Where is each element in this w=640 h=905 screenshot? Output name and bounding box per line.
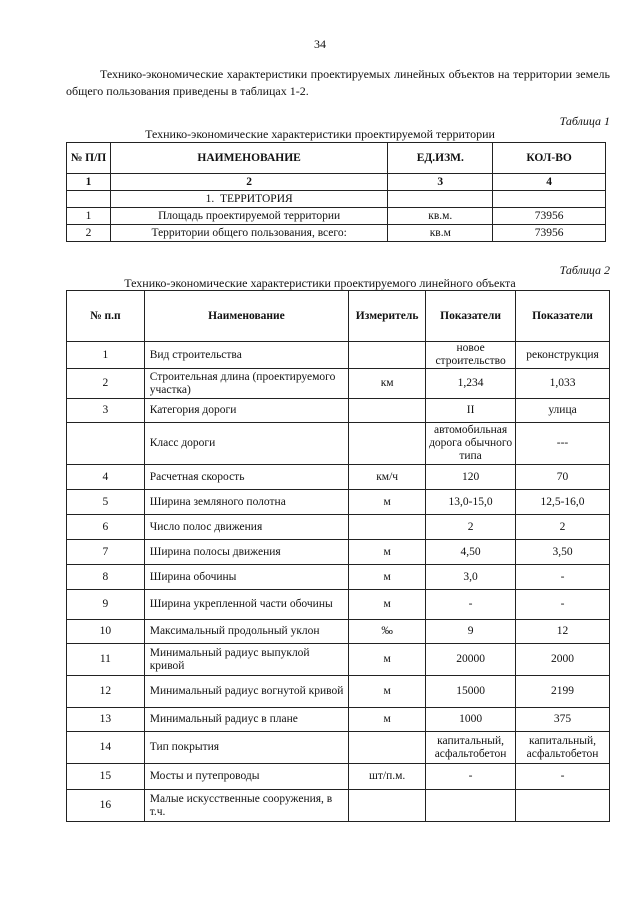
table2-header-num: № п.п: [67, 291, 145, 342]
row-name: Площадь проектируемой территории: [110, 208, 387, 225]
row-value1: 20000: [426, 644, 516, 676]
row-unit: м: [349, 490, 426, 515]
row-unit: кв.м.: [388, 208, 493, 225]
table2-title: Технико-экономические характеристики проектируемого линейного объекта: [124, 276, 516, 290]
row-value1: 15000: [426, 676, 516, 708]
row-value: 73956: [493, 225, 606, 242]
row-name: Ширина полосы движения: [144, 540, 348, 565]
row-value1: 1000: [426, 708, 516, 732]
row-value1: 1,234: [426, 369, 516, 399]
table-row: [67, 399, 610, 423]
row-num: 16: [67, 790, 145, 822]
row-value1: новое строительство: [426, 342, 516, 369]
row-num: 5: [67, 490, 145, 515]
table-row: [67, 423, 610, 465]
row-num: 6: [67, 515, 145, 540]
table-row: [67, 764, 610, 790]
row-name: Территории общего пользования, всего:: [110, 225, 387, 242]
table1: [66, 142, 606, 242]
row-unit: [349, 732, 426, 764]
table2-caption: Таблица 2: [559, 263, 610, 277]
row-name: Число полос движения: [144, 515, 348, 540]
row-unit: м: [349, 644, 426, 676]
row-value1: -: [426, 764, 516, 790]
row-value2: -: [516, 590, 610, 620]
row-value1: капитальный, асфальтобетон: [426, 732, 516, 764]
table-row: [67, 790, 610, 822]
table1-caption: Таблица 1: [559, 114, 610, 128]
row-num: 4: [67, 465, 145, 490]
row-num: [67, 423, 145, 465]
table1-colnum: 4: [493, 174, 606, 191]
table1-colnum: 2: [110, 174, 387, 191]
row-name: Ширина обочины: [144, 565, 348, 590]
row-name: Мосты и путепроводы: [144, 764, 348, 790]
table-row: [67, 590, 610, 620]
row-value1: -: [426, 590, 516, 620]
table1-title: Технико-экономические характеристики проектируемой территории: [145, 127, 495, 141]
table-row: [67, 465, 610, 490]
table1-header-num: № П/П: [67, 143, 111, 174]
row-num: 14: [67, 732, 145, 764]
row-num: 2: [67, 369, 145, 399]
table2-header-name: Наименование: [144, 291, 348, 342]
row-value2: -: [516, 764, 610, 790]
row-value2: 12: [516, 620, 610, 644]
row-name: Максимальный продольный уклон: [144, 620, 348, 644]
row-num: 8: [67, 565, 145, 590]
table-row: [67, 620, 610, 644]
row-name: Ширина укрепленной части обочины: [144, 590, 348, 620]
row-value2: 3,50: [516, 540, 610, 565]
table-row: [67, 565, 610, 590]
table-row: [67, 208, 606, 225]
row-unit: [349, 399, 426, 423]
row-unit: [349, 515, 426, 540]
row-name: Тип покрытия: [144, 732, 348, 764]
row-value2: -: [516, 565, 610, 590]
table-row: [67, 732, 610, 764]
row-name: Минимальный радиус вогнутой кривой: [144, 676, 348, 708]
row-value2: 375: [516, 708, 610, 732]
table2-header-value1: Показатели: [426, 291, 516, 342]
row-value2: улица: [516, 399, 610, 423]
table1-header-unit: ЕД.ИЗМ.: [388, 143, 493, 174]
row-unit: км/ч: [349, 465, 426, 490]
row-unit: м: [349, 708, 426, 732]
row-value2: 2000: [516, 644, 610, 676]
row-value2: 1,033: [516, 369, 610, 399]
row-num: 2: [67, 225, 111, 242]
table2-header-unit: Измеритель: [349, 291, 426, 342]
row-value: 73956: [493, 208, 606, 225]
row-num: 1: [67, 342, 145, 369]
row-unit: шт/п.м.: [349, 764, 426, 790]
row-value2: 2199: [516, 676, 610, 708]
page-number: 34: [314, 37, 326, 51]
row-value2: 70: [516, 465, 610, 490]
row-unit: м: [349, 565, 426, 590]
table1-section: [110, 191, 387, 208]
table2: [66, 290, 610, 822]
row-name: Минимальный радиус выпуклой кривой: [144, 644, 348, 676]
table1-colnum: 3: [388, 174, 493, 191]
table1-colnum: 1: [67, 174, 111, 191]
row-num: 15: [67, 764, 145, 790]
table-row: [67, 515, 610, 540]
row-name: Вид строительства: [144, 342, 348, 369]
row-name: Минимальный радиус в плане: [144, 708, 348, 732]
row-value1: 120: [426, 465, 516, 490]
row-value1: II: [426, 399, 516, 423]
table-row: [67, 369, 610, 399]
row-name: Ширина земляного полотна: [144, 490, 348, 515]
row-num: 11: [67, 644, 145, 676]
row-value2: ---: [516, 423, 610, 465]
row-unit: [349, 342, 426, 369]
table1-header-value: КОЛ-ВО: [493, 143, 606, 174]
row-unit: кв.м: [388, 225, 493, 242]
row-unit: км: [349, 369, 426, 399]
table-row: [67, 225, 606, 242]
row-name: Малые искусственные сооружения, в т.ч.: [144, 790, 348, 822]
table1-header-name: НАИМЕНОВАНИЕ: [110, 143, 387, 174]
row-unit: м: [349, 676, 426, 708]
row-num: 1: [67, 208, 111, 225]
row-value1: 3,0: [426, 565, 516, 590]
row-num: 10: [67, 620, 145, 644]
table1-section-label: ТЕРРИТОРИЯ: [219, 192, 293, 205]
table-row: [67, 708, 610, 732]
row-unit: ‰: [349, 620, 426, 644]
table-row: [67, 676, 610, 708]
row-unit: [349, 423, 426, 465]
row-value2: реконструкция: [516, 342, 610, 369]
row-name: Класс дороги: [144, 423, 348, 465]
row-value1: автомобильная дорога обычного типа: [426, 423, 516, 465]
row-value2: 12,5-16,0: [516, 490, 610, 515]
row-name: Расчетная скорость: [144, 465, 348, 490]
row-unit: м: [349, 590, 426, 620]
row-num: 9: [67, 590, 145, 620]
row-value2: [516, 790, 610, 822]
row-num: 3: [67, 399, 145, 423]
row-num: 13: [67, 708, 145, 732]
row-value1: 9: [426, 620, 516, 644]
row-name: Строительная длина (проектируемого участка): [144, 369, 348, 399]
table-row: [67, 490, 610, 515]
table-row: [67, 644, 610, 676]
row-name: Категория дороги: [144, 399, 348, 423]
row-value1: 2: [426, 515, 516, 540]
table1-section-num: 1.: [205, 192, 215, 205]
row-value1: 4,50: [426, 540, 516, 565]
row-value2: капитальный, асфальтобетон: [516, 732, 610, 764]
table-row: [67, 540, 610, 565]
row-value2: 2: [516, 515, 610, 540]
table-row: [67, 342, 610, 369]
table2-header-value2: Показатели: [516, 291, 610, 342]
intro-paragraph: Технико-экономические характеристики проектируемых линейных объектов на территории земель общего пользования приведены в таблицах 1-2.: [66, 67, 610, 98]
row-unit: [349, 790, 426, 822]
row-value1: [426, 790, 516, 822]
row-unit: м: [349, 540, 426, 565]
row-value1: 13,0-15,0: [426, 490, 516, 515]
row-num: 12: [67, 676, 145, 708]
row-num: 7: [67, 540, 145, 565]
